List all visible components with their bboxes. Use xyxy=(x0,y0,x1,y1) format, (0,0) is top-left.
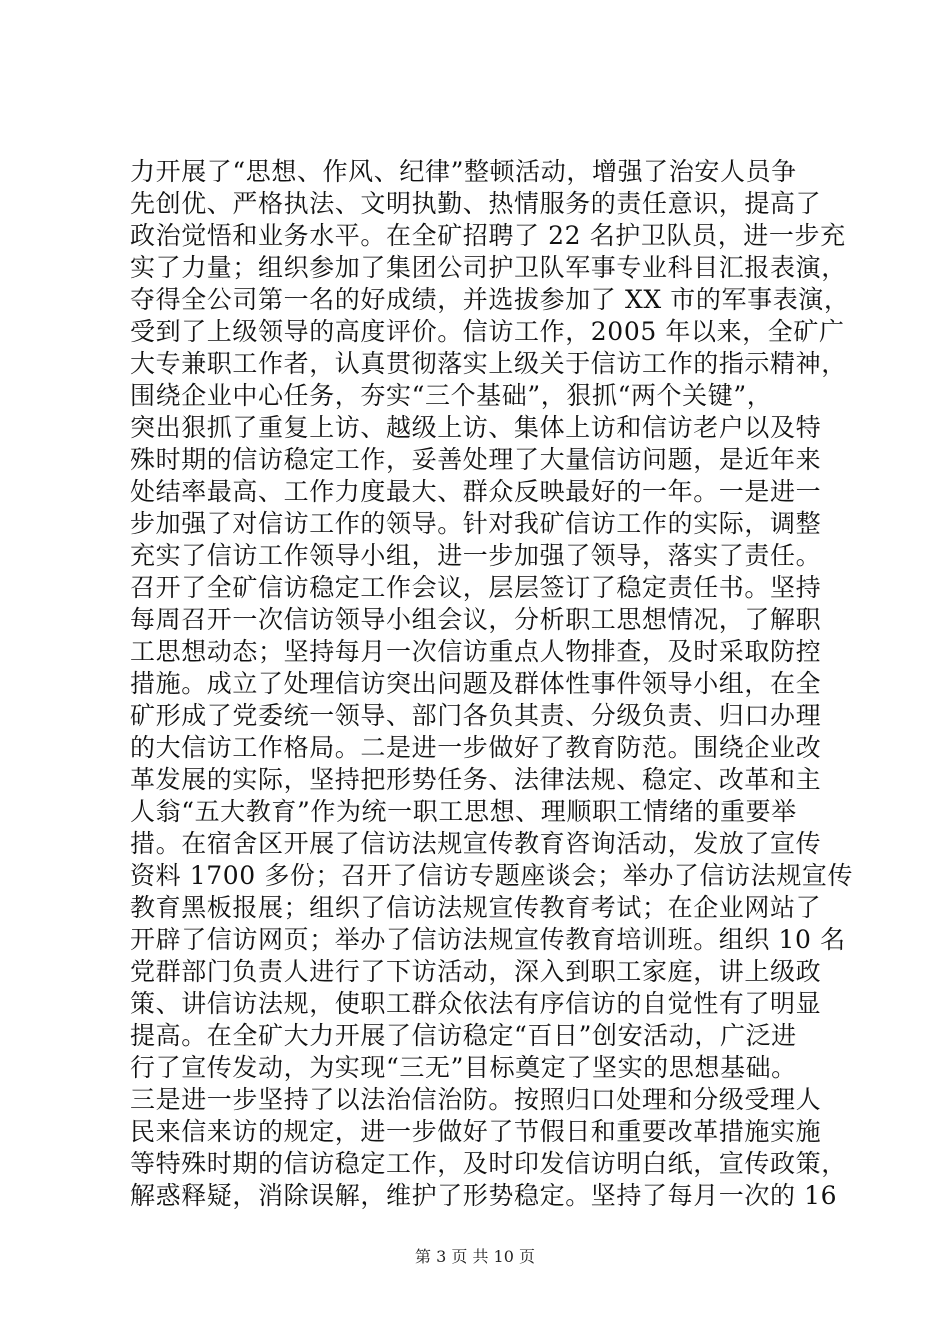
text-line: 措。在宿舍区开展了信访法规宣传教育咨询活动，发放了宣传 xyxy=(130,829,822,858)
text-line: 民来信来访的规定，进一步做好了节假日和重要改革措施实施 xyxy=(130,1117,822,1146)
text-line: 大专兼职工作者，认真贯彻落实上级关于信访工作的指示精神， xyxy=(130,349,847,378)
text-line: 资料 1700 多份；召开了信访专题座谈会；举办了信访法规宣传 xyxy=(130,861,854,890)
text-line: 措施。成立了处理信访突出问题及群体性事件领导小组，在全 xyxy=(130,669,822,698)
text-line: 开辟了信访网页；举办了信访法规宣传教育培训班。组织 10 名 xyxy=(130,925,846,954)
text-line: 策、讲信访法规，使职工群众依法有序信访的自觉性有了明显 xyxy=(130,989,822,1018)
text-line: 提高。在全矿大力开展了信访稳定“百日”创安活动，广泛进 xyxy=(130,1021,797,1050)
text-line: 的大信访工作格局。二是进一步做好了教育防范。围绕企业改 xyxy=(130,733,822,762)
text-line: 每周召开一次信访领导小组会议，分析职工思想情况，了解职 xyxy=(130,605,822,634)
text-line: 矿形成了党委统一领导、部门各负其责、分级负责、归口办理 xyxy=(130,701,822,730)
text-line: 步加强了对信访工作的领导。针对我矿信访工作的实际，调整 xyxy=(130,509,822,538)
text-line: 党群部门负责人进行了下访活动，深入到职工家庭，讲上级政 xyxy=(130,957,822,986)
text-line: 召开了全矿信访稳定工作会议，层层签订了稳定责任书。坚持 xyxy=(130,573,822,602)
page-footer: 第 3 页 共 10 页 xyxy=(415,1247,535,1266)
text-line: 围绕企业中心任务，夯实“三个基础”，狠抓“两个关键”， xyxy=(130,381,773,410)
text-line: 受到了上级领导的高度评价。信访工作，2005 年以来，全矿广 xyxy=(130,317,845,346)
text-line: 人翁“五大教育”作为统一职工思想、理顺职工情绪的重要举 xyxy=(130,797,797,826)
text-line: 等特殊时期的信访稳定工作，及时印发信访明白纸，宣传政策， xyxy=(130,1149,847,1178)
text-line: 夺得全公司第一名的好成绩，并选拔参加了 XX 市的军事表演， xyxy=(130,285,850,314)
text-line: 教育黑板报展；组织了信访法规宣传教育考试；在企业网站了 xyxy=(130,893,822,922)
text-line: 殊时期的信访稳定工作，妥善处理了大量信访问题，是近年来 xyxy=(130,445,822,474)
text-line: 充实了信访工作领导小组，进一步加强了领导，落实了责任。 xyxy=(130,541,822,570)
text-line: 政治觉悟和业务水平。在全矿招聘了 22 名护卫队员，进一步充 xyxy=(130,221,846,250)
text-line: 行了宣传发动，为实现“三无”目标奠定了坚实的思想基础。 xyxy=(130,1053,797,1082)
text-line: 处结率最高、工作力度最大、群众反映最好的一年。一是进一 xyxy=(130,477,822,506)
text-line: 突出狠抓了重复上访、越级上访、集体上访和信访老户以及特 xyxy=(130,413,822,442)
text-line: 先创优、严格执法、文明执勤、热情服务的责任意识，提高了 xyxy=(130,189,822,218)
text-line: 实了力量；组织参加了集团公司护卫队军事专业科目汇报表演， xyxy=(130,253,847,282)
text-line: 工思想动态；坚持每月一次信访重点人物排查，及时采取防控 xyxy=(130,637,822,666)
text-line: 革发展的实际，坚持把形势任务、法律法规、稳定、改革和主 xyxy=(130,765,822,794)
text-line: 三是进一步坚持了以法治信治防。按照归口处理和分级受理人 xyxy=(130,1085,822,1114)
body-text xyxy=(130,156,854,1212)
text-line: 解惑释疑，消除误解，维护了形势稳定。坚持了每月一次的 16 xyxy=(130,1181,838,1210)
text-line: 力开展了“思想、作风、纪律”整顿活动，增强了治安人员争 xyxy=(130,157,797,186)
